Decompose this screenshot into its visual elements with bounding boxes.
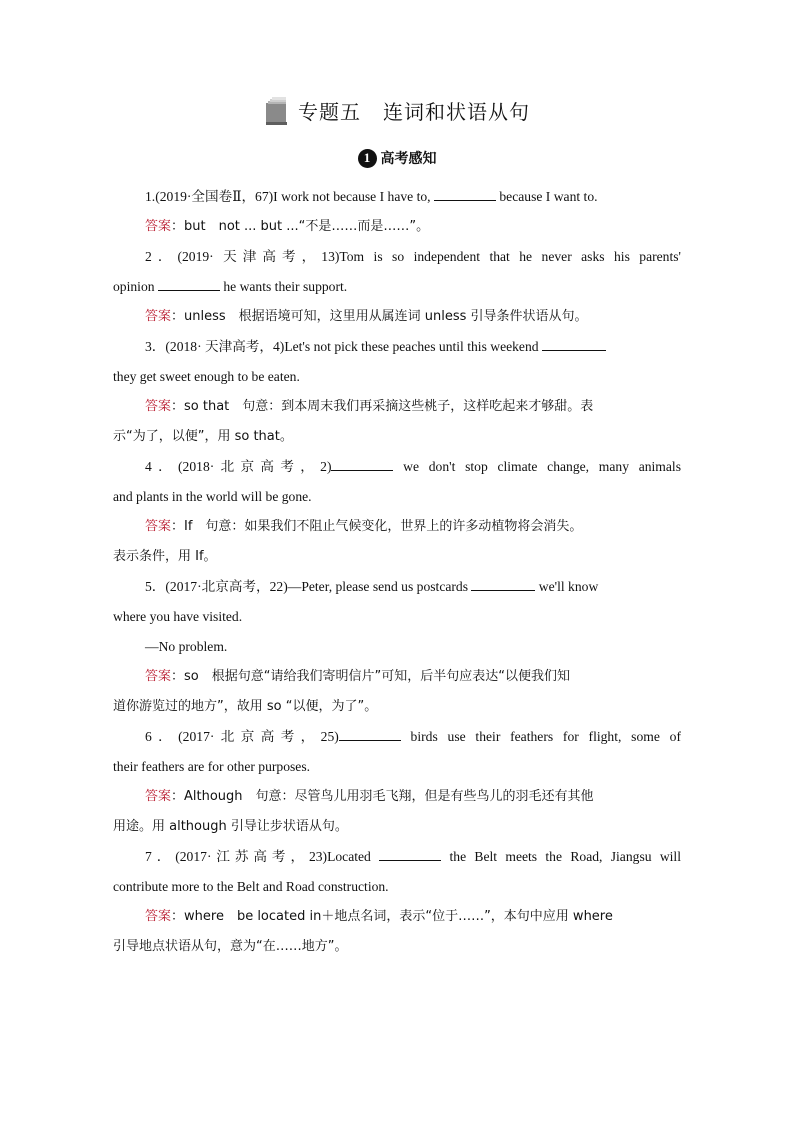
- answer-blank: [379, 846, 441, 861]
- question-line: and plants in the world will be gone.: [113, 489, 312, 504]
- answer-blank: [339, 726, 401, 741]
- answer-blank: [158, 276, 220, 291]
- question-line: where you have visited.: [113, 609, 243, 624]
- answer-line: 用途。用 although 引导让步状语从句。: [113, 819, 348, 834]
- question-line: contribute more to the Belt and Road construction.: [113, 879, 389, 894]
- question-line: their feathers are for other purposes.: [113, 759, 311, 774]
- title-topic: 专题五: [298, 100, 361, 124]
- answer-label: 答案: [145, 399, 172, 414]
- answer-line: 答案：unless 根据语境可知，这里用从属连词 unless 引导条件状语从句。: [145, 309, 588, 324]
- answer-blank: [434, 186, 496, 201]
- answer-label: 答案: [145, 789, 172, 804]
- question-line: 2．(2019· 天津高考，13)Tom is so independent that he never asks his parents': [145, 249, 681, 264]
- answer-label: 答案: [145, 669, 172, 684]
- answer-label: 答案: [145, 309, 172, 324]
- answer-label: 答案: [145, 219, 172, 234]
- answer-line: 答案：If 句意：如果我们不阻止气候变化，世界上的许多动植物将会消失。: [145, 519, 583, 534]
- question-line: opinion he wants their support.: [113, 272, 681, 302]
- section-heading: [0, 148, 794, 168]
- answer-line: 答案：but not ... but ...“不是……而是……”。: [145, 219, 430, 234]
- answer-line: 引导地点状语从句，意为“在……地方”。: [113, 939, 348, 954]
- question-list: [113, 182, 681, 962]
- book-icon: [264, 97, 288, 125]
- question-line: 7．(2017·江苏高考，23)Located the Belt meets the Road, Jiangsu will: [113, 842, 681, 872]
- answer-line: 道你游览过的地方”，故用 so “以便，为了”。: [113, 699, 378, 714]
- answer-line: 示“为了，以便”，用 so that。: [113, 429, 293, 444]
- question-line: they get sweet enough to be eaten.: [113, 369, 300, 384]
- question-line: —No problem.: [145, 639, 228, 654]
- answer-label: 答案: [145, 519, 172, 534]
- answer-line: 答案：Although 句意：尽管鸟儿用羽毛飞翔，但是有些鸟儿的羽毛还有其他: [145, 789, 594, 804]
- answer-line: 答案：so that 句意：到本周末我们再采摘这些桃子，这样吃起来才够甜。表: [145, 399, 594, 414]
- answer-label: 答案: [145, 909, 172, 924]
- question-line: 1.(2019·全国卷Ⅱ，67)I work not because I have to, because I want to.: [113, 182, 681, 212]
- answer-blank: [331, 456, 393, 471]
- answer-blank: [542, 336, 606, 351]
- section-label: 高考感知: [380, 151, 437, 167]
- answer-blank: [471, 576, 535, 591]
- title-subject: 连词和状语从句: [383, 100, 530, 124]
- question-line: 5．(2017·北京高考，22)—Peter, please send us postcards we'll know: [113, 572, 681, 602]
- question-line: 4．(2018·北京高考，2) we don't stop climate change, many animals: [113, 452, 681, 482]
- title-row: [0, 96, 794, 125]
- question-line: 6．(2017·北京高考，25) birds use their feathers for flight, some of: [113, 722, 681, 752]
- answer-line: 答案：where be located in＋地点名词，表示“位于……”，本句中应用 where: [145, 909, 613, 924]
- section-number-badge: 1: [358, 149, 377, 168]
- answer-line: 表示条件，用 If。: [113, 549, 217, 564]
- question-line: 3．(2018· 天津高考，4)Let's not pick these peaches until this weekend: [113, 332, 681, 362]
- page-title: [298, 96, 530, 125]
- answer-line: 答案：so 根据句意“请给我们寄明信片”可知，后半句应表达“以便我们知: [145, 669, 570, 684]
